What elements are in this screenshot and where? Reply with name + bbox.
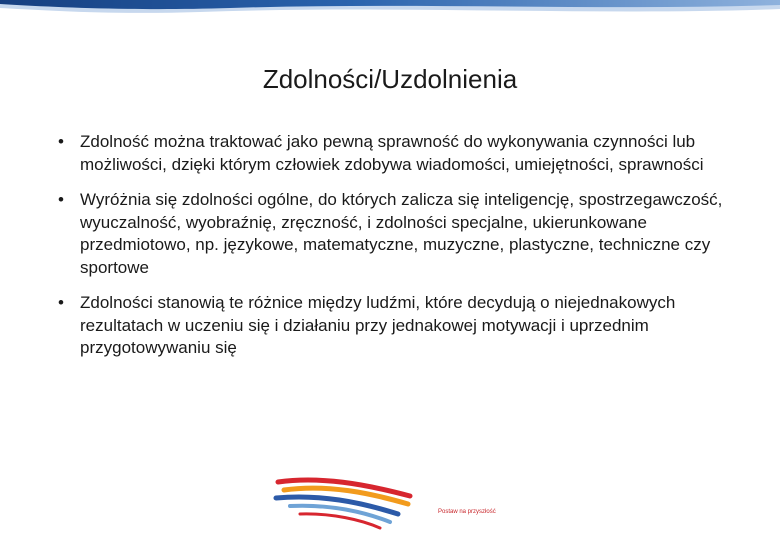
bullet-text: Zdolność można traktować jako pewną sprawność do wykonywania czynności lub możliwości, dzięki którym człowiek zdobywa wiadomości, umiejętności, sprawności: [80, 132, 704, 174]
bullet-marker: •: [58, 293, 64, 312]
top-banner: [0, 0, 780, 22]
bullet-marker: •: [58, 132, 64, 151]
footer-slogan: Postaw na przyszłość: [438, 509, 496, 515]
bullet-marker: •: [58, 190, 64, 209]
bullet-list: [58, 131, 738, 373]
eu-flag-logo: [270, 468, 430, 534]
bullet-text: Zdolności stanowią te różnice między ludźmi, które decydują o niejednakowych rezultatach w uczeniu się i działaniu przy jednakowej motywacji i uprzednim przygotowywaniu się: [80, 293, 676, 357]
slide-title: Zdolności/Uzdolnienia: [262, 64, 518, 94]
bullet-item: [58, 189, 738, 279]
bullet-item: [58, 131, 738, 176]
bullet-text: Wyróżnia się zdolności ogólne, do których zalicza się inteligencję, spostrzegawczość, wyuczalność, wyobraźnię, zręczność, i zdolności specjalne, ukierunkowane przedmiotowo, np. językowe, matematyczne, muzyczne, plastyczne, techniczne czy sportowe: [80, 190, 723, 277]
bullet-item: [58, 292, 738, 360]
